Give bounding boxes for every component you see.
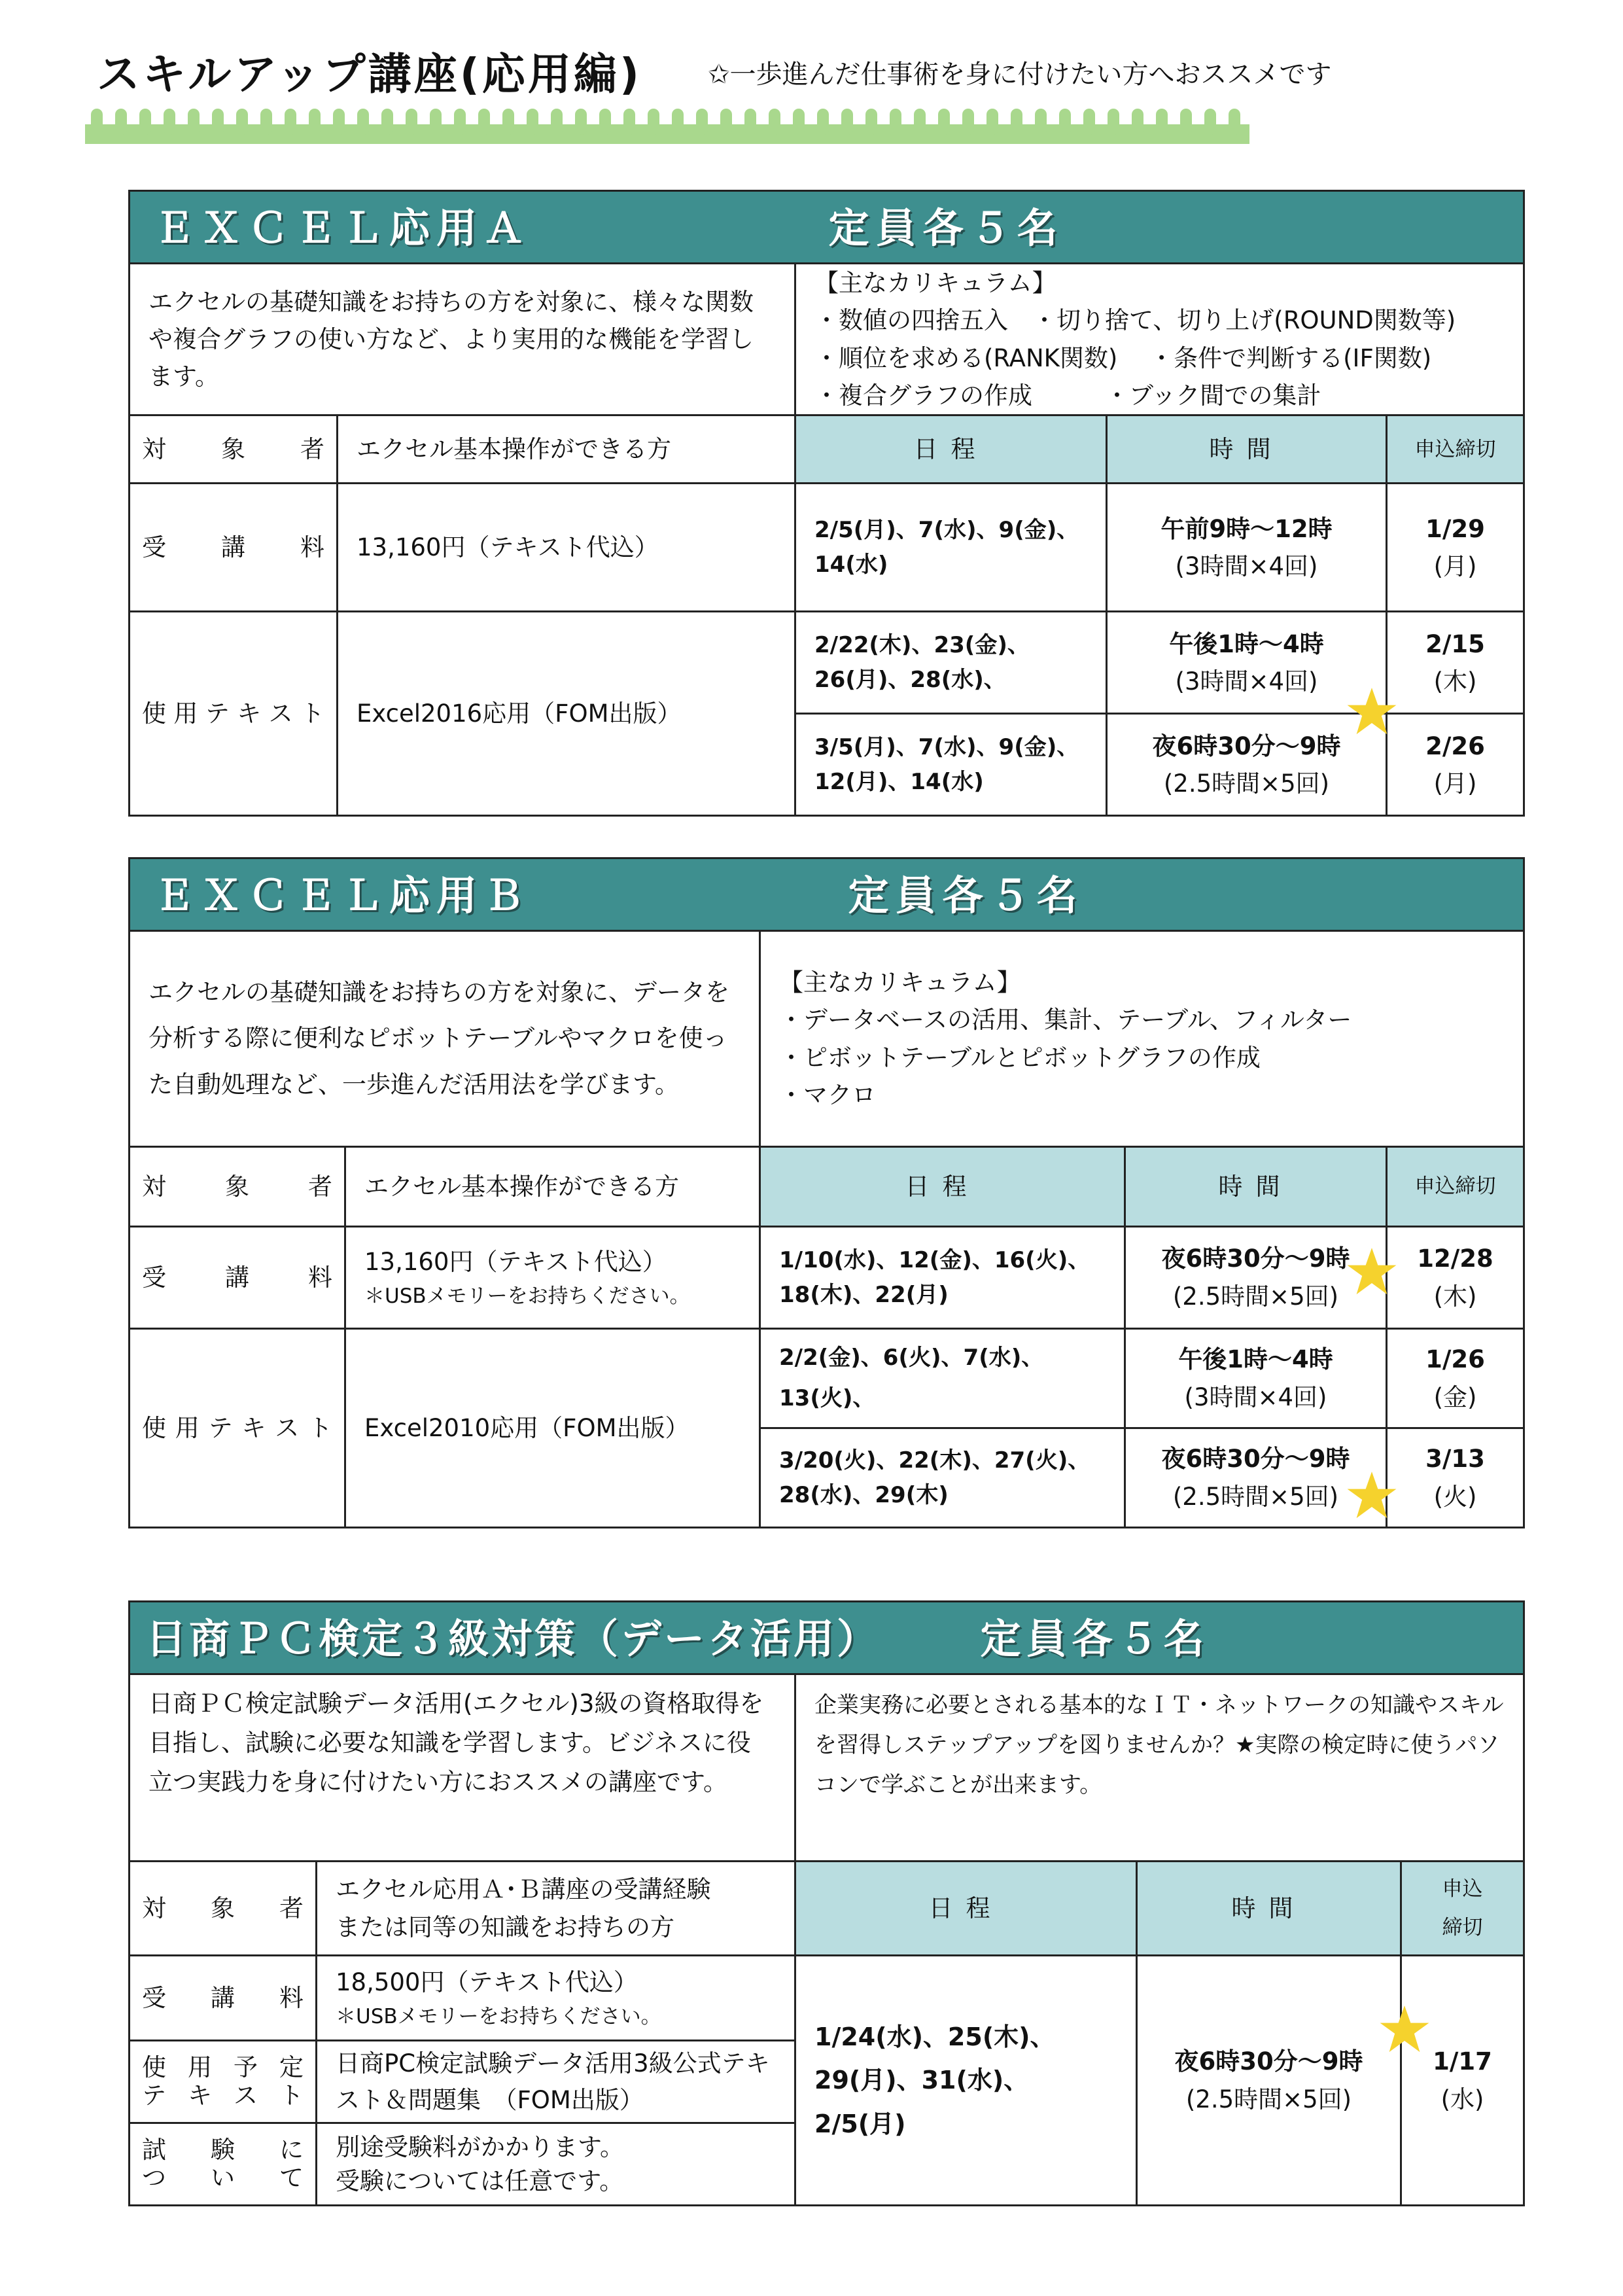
course-title-bar — [130, 191, 1524, 264]
target-audience: エクセル基本操作ができる方 — [338, 415, 795, 484]
course-title: 日商ＰＣ検定３級対策（データ活用） — [146, 1614, 881, 1663]
session-deadline: 3/13 (火) — [1387, 1428, 1524, 1528]
session-deadline: 2/26 (月) — [1387, 714, 1524, 816]
star-icon — [1346, 1246, 1397, 1297]
session-dates: 1/10(水)、12(金)、16(火)、18(木)、22(月) — [760, 1227, 1125, 1329]
session-dates: 3/5(月)、7(水)、9(金)、12(月)、14(水) — [795, 714, 1107, 816]
label-textbook: 使 用 予 定 テ キ ス ト — [130, 2041, 317, 2123]
session-time: 午前9時～12時 (3時間×4回) — [1107, 484, 1387, 612]
session-dates: 1/24(水)、25(木)、29(月)、31(水)、2/5(月) — [795, 1956, 1137, 2206]
session-dates: 2/5(月)、7(水)、9(金)、14(水) — [795, 484, 1107, 612]
course-title: ＥＸＣＥＬ応用Ｂ — [154, 871, 531, 919]
session-time: 夜6時30分～9時 (2.5時間×5回) — [1125, 1428, 1387, 1528]
session-deadline: 1/17 (水) — [1401, 1956, 1524, 2206]
star-icon — [1346, 686, 1397, 737]
session-time: 夜6時30分～9時 (2.5時間×5回) — [1107, 714, 1387, 816]
course-textbook: Excel2016応用（FOM出版） — [338, 612, 795, 816]
label-exam: 試 験 に つ い て — [130, 2123, 317, 2206]
course-title-bar — [130, 858, 1524, 931]
header-deadline: 申込 締切 — [1401, 1862, 1524, 1956]
header-deadline: 申込締切 — [1387, 415, 1524, 484]
star-icon — [1346, 1470, 1397, 1521]
session-time: 夜6時30分～9時 (2.5時間×5回) — [1137, 1956, 1401, 2206]
course-description: エクセルの基礎知識をお持ちの方を対象に、様々な関数や複合グラフの使い方など、より実用的な機能を学習します。 — [130, 264, 795, 415]
course-capacity: 定員各５名 — [980, 1614, 1210, 1663]
course-side-note: 企業実務に必要とされる基本的なＩＴ・ネットワークの知識やスキルを習得しステップアップを図りませんか？★実際の検定時に使うパソコンで学ぶことが出来ます。 — [795, 1674, 1524, 1862]
session-dates: 2/2(金)、6(火)、7(水)、13(火)、 — [760, 1329, 1125, 1428]
session-time: 午後1時～4時 (3時間×4回) — [1107, 612, 1387, 714]
label-textbook: 使 用 テ キ ス ト — [130, 612, 338, 816]
course-capacity: 定員各５名 — [848, 871, 1084, 919]
header-time: 時間 — [1125, 1147, 1387, 1227]
course-curriculum: 【主なカリキュラム】 ・数値の四捨五入 ・切り捨て、切り上げ(ROUND関数等) ・順位を求める(RANK関数) ・条件で判断する(IF関数) ・複合グラフの作成 ・ブック間での集計 — [795, 264, 1524, 415]
course-fee: 13,160円（テキスト代込） ＊USBメモリーをお持ちください。 — [345, 1227, 760, 1329]
course-capacity: 定員各５名 — [828, 203, 1064, 252]
course-fee: 13,160円（テキスト代込） — [338, 484, 795, 612]
label-fee: 受 講 料 — [130, 1227, 345, 1329]
session-time: 夜6時30分～9時 (2.5時間×5回) — [1125, 1227, 1387, 1329]
header-schedule: 日程 — [795, 1862, 1137, 1956]
header-schedule: 日程 — [795, 415, 1107, 484]
course-table-excel-a — [128, 190, 1525, 817]
course-table-pc-exam — [128, 1600, 1525, 2206]
header-deadline: 申込締切 — [1387, 1147, 1524, 1227]
course-fee: 18,500円（テキスト代込） ＊USBメモリーをお持ちください。 — [317, 1956, 795, 2041]
header-time: 時間 — [1137, 1862, 1401, 1956]
label-target: 対 象 者 — [130, 1147, 345, 1227]
label-fee: 受 講 料 — [130, 484, 338, 612]
course-table-excel-b — [128, 857, 1525, 1528]
course-curriculum: 【主なカリキュラム】 ・データベースの活用、集計、テーブル、フィルター ・ピボットテーブルとピボットグラフの作成 ・マクロ — [760, 931, 1524, 1147]
star-icon — [1379, 2004, 1430, 2055]
course-title: ＥＸＣＥＬ応用Ａ — [154, 203, 531, 252]
course-title-bar — [130, 1602, 1524, 1674]
label-textbook: 使 用 テ キ ス ト — [130, 1329, 345, 1528]
page-tagline: ✩一歩進んだ仕事術を身に付けたい方へおススメです — [708, 60, 1332, 90]
session-deadline: 2/15 (木) — [1387, 612, 1524, 714]
session-time: 午後1時～4時 (3時間×4回) — [1125, 1329, 1387, 1428]
course-textbook: 日商PC検定試験データ活用3級公式テキスト＆問題集 （FOM出版） — [317, 2041, 795, 2123]
label-fee: 受 講 料 — [130, 1956, 317, 2041]
header-time: 時間 — [1107, 415, 1387, 484]
label-target: 対 象 者 — [130, 415, 338, 484]
course-description: エクセルの基礎知識をお持ちの方を対象に、データを分析する際に便利なピボットテーブルやマクロを使った自動処理など、一歩進んだ活用法を学びます。 — [130, 931, 760, 1147]
course-textbook: Excel2010応用（FOM出版） — [345, 1329, 760, 1528]
label-target: 対 象 者 — [130, 1862, 317, 1956]
session-dates: 2/22(木)、23(金)、26(月)、28(水)、 — [795, 612, 1107, 714]
page-title: スキルアップ講座(応用編) — [97, 49, 642, 99]
target-audience: エクセル基本操作ができる方 — [345, 1147, 760, 1227]
session-dates: 3/20(火)、22(木)、27(火)、28(水)、29(木) — [760, 1428, 1125, 1528]
target-audience: エクセル応用Ａ･Ｂ講座の受講経験 または同等の知識をお持ちの方 — [317, 1862, 795, 1956]
session-deadline: 12/28 (木) — [1387, 1227, 1524, 1329]
decorative-scallop-band — [85, 106, 1249, 144]
header-schedule: 日程 — [760, 1147, 1125, 1227]
session-deadline: 1/29 (月) — [1387, 484, 1524, 612]
exam-info: 別途受験料がかかります。 受験については任意です。 — [317, 2123, 795, 2206]
session-deadline: 1/26 (金) — [1387, 1329, 1524, 1428]
course-description: 日商ＰＣ検定試験データ活用(エクセル)3級の資格取得を目指し、試験に必要な知識を学習します。ビジネスに役立つ実践力を身に付けたい方におススメの講座です。 — [130, 1674, 795, 1862]
